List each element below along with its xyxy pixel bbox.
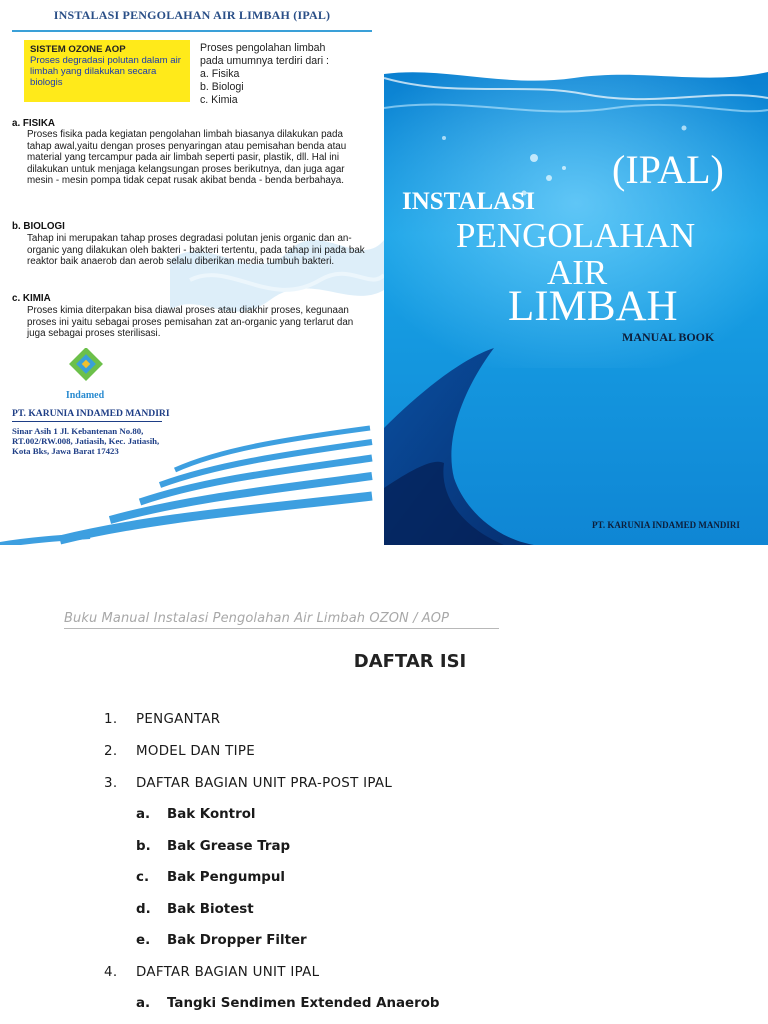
toc-number: a. <box>136 807 151 822</box>
toc-number: c. <box>136 870 150 885</box>
section-body-biologi: Tahap ini merupakan tahap proses degradasi polutan jenis organic dan an-organic yang dilakukan oleh bakteri - bakteri tertentu, pada tahap ini pada bak reaktor baik anaerob dan aerob selalu diberikan media tumbuh bakteri. <box>27 233 365 268</box>
intro-item: a. Fisika <box>200 68 240 80</box>
intro-item: b. Biologi <box>200 81 244 93</box>
cover-manual-book: MANUAL BOOK <box>622 330 715 344</box>
section-heading-fisika: a. FISIKA <box>12 118 56 129</box>
cover-company-name: PT. KARUNIA INDAMED MANDIRI <box>592 520 740 530</box>
logo-wordmark: Indamed <box>65 390 105 401</box>
process-intro <box>200 42 380 107</box>
toc-subitem <box>136 839 290 854</box>
toc-item <box>104 965 319 980</box>
company-divider <box>12 421 162 422</box>
cover-pengolahan: PENGOLAHAN <box>456 216 696 255</box>
toc-subitem <box>136 807 255 822</box>
section-body-kimia: Proses kimia diterpakan bisa diawal proses atau diakhir proses, kegunaan proses ini yaitu sebagai proses pemisahan zat an-organic yang terlarut dan juga sebagai proses sterilisasi. <box>27 305 354 340</box>
company-name: PT. KARUNIA INDAMED MANDIRI <box>12 408 170 419</box>
sistem-box-heading: SISTEM OZONE AOP <box>30 44 126 55</box>
toc-item <box>104 744 255 759</box>
intro-line: Proses pengolahan limbah <box>200 42 326 54</box>
cover-limbah: LIMBAH <box>508 283 678 330</box>
address-line: Sinar Asih 1 Jl. Kebantenan No.80, <box>12 426 144 436</box>
toc-label: MODEL DAN TIPE <box>136 744 255 759</box>
toc-number: 3. <box>104 776 118 791</box>
intro-item: c. Kimia <box>200 94 238 106</box>
toc-number: a. <box>136 996 151 1011</box>
section-body-fisika: Proses fisika pada kegiatan pengolahan limbah biasanya dilakukan pada tahap awal,yaitu dengan proses penyaringan atau pemisahan benda atau material yang tercampur pada air limbah seperti pasir, plastik, dll. Hal ini dilakukan untuk menjaga kelangsungan proses berikutnya, dan juga agar mesin - mesin pompa tidak cepat rusak akibat benda - benda berbahaya. <box>27 129 347 187</box>
toc-number: 1. <box>104 712 118 727</box>
toc-subitem <box>136 902 254 917</box>
brochure-inner-panel <box>0 0 384 545</box>
toc-label: DAFTAR BAGIAN UNIT PRA-POST IPAL <box>136 776 393 791</box>
toc-item <box>104 712 220 727</box>
toc-label: Bak Grease Trap <box>167 839 291 854</box>
cover-air: AIR <box>547 253 608 292</box>
company-address <box>12 426 212 457</box>
toc-label: Tangki Sendimen Extended Anaerob <box>167 996 440 1011</box>
toc-label: DAFTAR BAGIAN UNIT IPAL <box>136 965 320 980</box>
toc-label: PENGANTAR <box>136 712 221 727</box>
toc-number: 4. <box>104 965 118 980</box>
toc-label: Bak Kontrol <box>167 807 256 822</box>
toc-label: Bak Biotest <box>167 902 254 917</box>
section-heading-kimia: c. KIMIA <box>12 293 51 304</box>
address-line: RT.002/RW.008, Jatiasih, Kec. Jatiasih, <box>12 436 160 447</box>
toc-subitem <box>136 996 440 1011</box>
sistem-box-body: Proses degradasi polutan dalam air limbah yang dilakukan secara biologis <box>30 55 181 88</box>
toc-number: b. <box>136 839 151 854</box>
manual-cover <box>384 68 768 545</box>
toc-item <box>104 776 392 791</box>
title-divider <box>12 30 372 32</box>
intro-line: pada umumnya terdiri dari : <box>200 55 329 67</box>
toc-subitem <box>136 870 285 885</box>
document-running-header: Buku Manual Instalasi Pengolahan Air Limbah OZON / AOP <box>64 611 450 626</box>
sistem-ozone-box <box>24 40 190 102</box>
section-heading-biologi: b. BIOLOGI <box>12 221 65 232</box>
toc-label: Bak Dropper Filter <box>167 933 307 948</box>
address-line: Kota Bks, Jawa Barat 17423 <box>12 446 119 457</box>
toc-number: e. <box>136 933 151 948</box>
brochure-title: INSTALASI PENGOLAHAN AIR LIMBAH (IPAL) <box>53 8 331 22</box>
toc-number: 2. <box>104 744 118 759</box>
toc-label: Bak Pengumpul <box>167 870 286 885</box>
cover-ipal-heading: (IPAL) <box>612 147 724 192</box>
toc-title: DAFTAR ISI <box>353 651 467 672</box>
toc-number: d. <box>136 902 151 917</box>
toc-subitem <box>136 933 307 948</box>
cover-instalasi: INSTALASI <box>402 188 535 215</box>
header-underline <box>64 628 499 629</box>
